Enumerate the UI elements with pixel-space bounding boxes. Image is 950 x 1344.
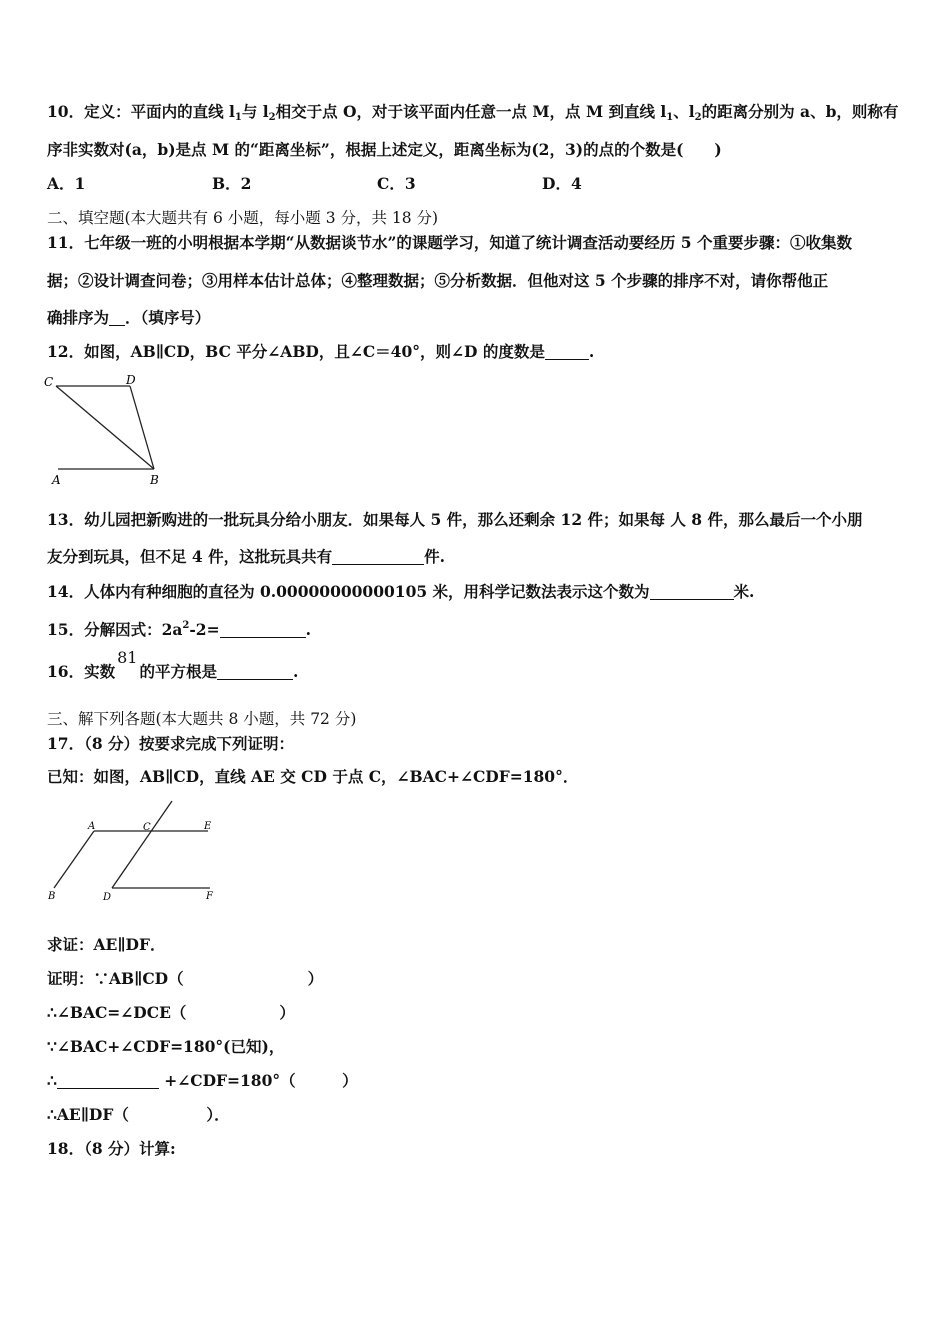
- label-d: D: [126, 373, 136, 387]
- q17-figure: [40, 796, 230, 908]
- q15-answer-blank[interactable]: [220, 622, 306, 638]
- q10-option-a[interactable]: A．1: [47, 174, 86, 193]
- q10-option-d[interactable]: D．4: [542, 174, 582, 193]
- q17-given: 已知：如图，AB∥CD，直线 AE 交 CD 于点 C，∠BAC+∠CDF=180°．: [47, 767, 579, 786]
- q11-answer-blank[interactable]: [109, 310, 125, 326]
- q16-answer-blank[interactable]: [217, 664, 293, 680]
- q17-proof-step-5: ∴AE∥DF（ ）．: [47, 1105, 230, 1124]
- q17-prove: 求证：AE∥DF．: [47, 935, 166, 954]
- q10-option-b[interactable]: B．2: [212, 174, 252, 193]
- line-cd: [112, 801, 172, 888]
- q12-answer-blank[interactable]: [545, 344, 589, 360]
- q14-answer-blank[interactable]: [650, 584, 734, 600]
- q17-answer-blank[interactable]: [57, 1073, 159, 1089]
- section-2-heading: 二、填空题(本大题共有 6 小题，每小题 3 分，共 18 分): [47, 209, 439, 227]
- q16-radicand: 81: [117, 648, 138, 667]
- q13-line1: 13．幼儿园把新购进的一批玩具分给小朋友．如果每人 5 件，那么还剩余 12 件；如果每 人 8 件，那么最后一个小朋: [47, 510, 863, 529]
- q11-line1: 11．七年级一班的小明根据本学期“从数据谈节水”的课题学习，知道了统计调查活动要经历 5 个重要步骤：①收集数: [47, 233, 852, 252]
- q16-text: 16．实数81的平方根是 .: [47, 648, 299, 681]
- label-a: A: [52, 473, 61, 487]
- label-c: C: [44, 375, 54, 389]
- q12-text: 12．如图，AB∥CD，BC 平分∠ABD，且∠C＝40°，则∠D 的度数是 .: [47, 342, 595, 361]
- label-b: B: [48, 891, 56, 902]
- q17-proof-step-4: ∴ +∠CDF=180°（ ）: [47, 1071, 358, 1090]
- line-ab: [54, 831, 94, 888]
- q10-option-c[interactable]: C．3: [377, 174, 416, 193]
- q17-title: 17．（8 分）按要求完成下列证明：: [47, 734, 295, 753]
- label-d: D: [103, 892, 112, 903]
- q15-text: 15．分解因式：$2a^2-2=$ .: [47, 620, 311, 639]
- label-a: A: [88, 821, 96, 832]
- segment-db: [130, 386, 154, 469]
- label-b: B: [150, 473, 159, 487]
- q17-proof-step-3: ∵∠BAC+∠CDF=180°(已知)，: [47, 1037, 285, 1056]
- q18-title: 18．（8 分）计算:: [47, 1139, 176, 1158]
- q17-proof-step-2: ∴∠BAC=∠DCE（ ）: [47, 1003, 295, 1022]
- q13-answer-blank[interactable]: [332, 549, 424, 565]
- q12-figure: [40, 372, 170, 492]
- q10-line2: 序非实数对(a，b)是点 M 的“距离坐标”，根据上述定义，距离坐标为(2，3)的点的个数是( ): [47, 140, 722, 159]
- q11-line2: 据；②设计调查问卷；③用样本估计总体；④整理数据；⑤分析数据．但他对这 5 个步骤的排序不对，请你帮他正: [47, 271, 829, 290]
- q10-options: [47, 174, 707, 194]
- q14-text: 14．人体内有种细胞的直径为 0.00000000000105 米，用科学记数法表示这个数为 米.: [47, 582, 755, 601]
- q10-line1: 10．定义：平面内的直线 $l_1$与 $l_2$相交于点 O，对于该平面内任意一点 M，点 M 到直线 $l_1$、$l_2$的距离分别为 a、b，则称有: [47, 102, 899, 123]
- section-3-heading: 三、解下列各题(本大题共 8 小题，共 72 分): [47, 710, 357, 728]
- q13-line2: 友分到玩具，但不足 4 件，这批玩具共有 件.: [47, 547, 445, 566]
- segment-cb: [56, 386, 154, 469]
- label-f: F: [206, 891, 213, 902]
- label-c: C: [143, 822, 151, 833]
- label-e: E: [204, 821, 212, 832]
- q11-line3: 确排序为 ．（填序号）: [47, 308, 211, 327]
- q17-proof-step-1: 证明：∵AB∥CD（ ）: [47, 969, 324, 988]
